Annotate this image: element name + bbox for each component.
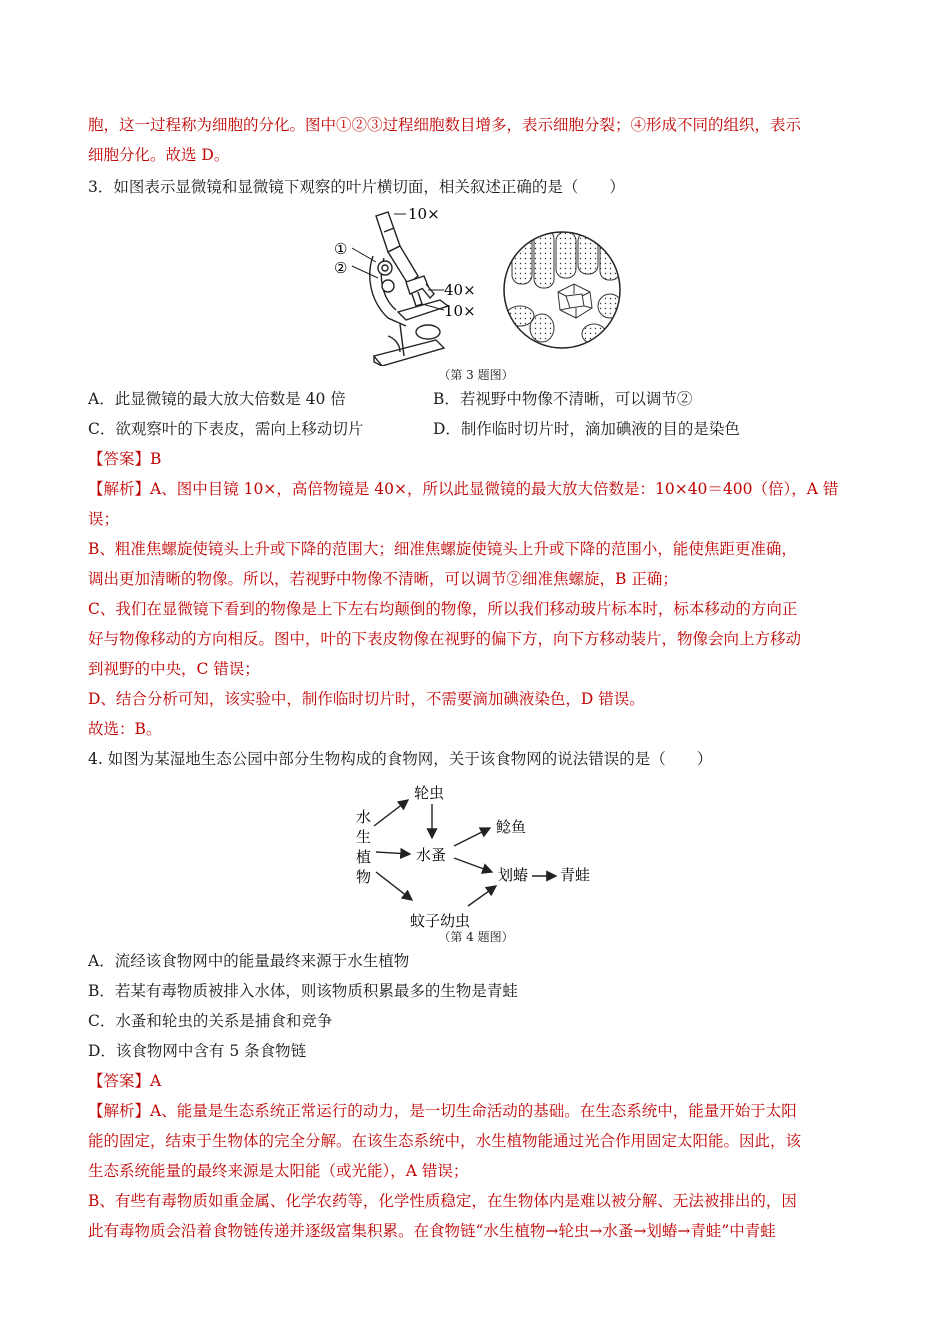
objective-low-label: 10× [444,302,476,320]
q3-option-c: C．欲观察叶的下表皮，需向上移动切片 [88,420,364,438]
q3-analysis-line-6: 好与物像移动的方向相反。图中，叶的下表皮物像在视野的偏下方，向下方移动装片，物像会向上方移动 [88,630,802,648]
q3-option-d: D．制作临时切片时，滴加碘液的目的是染色 [433,420,740,438]
q4-option-b: B．若某有毒物质被排入水体，则该物质积累最多的生物是青蛙 [88,982,518,1000]
document-page [88,110,864,1246]
q4-analysis-tag: 【解析】 [88,1102,151,1120]
q4-analysis-line-2: 能的固定，结束于生物体的完全分解。在该生态系统中，水生植物能通过光合作用固定太阳能。因此，该 [88,1132,802,1150]
q3-analysis-line-1 [88,474,864,504]
q4-analysis-line-3: 生态系统能量的最终来源是太阳能（或光能），A 错误； [88,1162,469,1180]
eyepiece-label: 10× [408,206,440,223]
q3-analysis-line-3: B、粗准焦螺旋使镜头上升或下降的范围大；细准焦螺旋使镜头上升或下降的范围小，能使焦距更准确， [88,540,797,558]
node-catfish: 鲶鱼 [496,818,527,836]
microscope-drawing [370,212,448,366]
q4-option-a: A．流经该食物网中的能量最终来源于水生植物 [88,952,410,970]
node-rotifer: 轮虫 [414,784,445,802]
objective-high-label: 40× [444,281,476,299]
node-mosquito-larva: 蚊子幼虫 [410,912,471,928]
node-water-flea: 水蚤 [416,846,447,864]
q4-answer: 【答案】A [88,1072,162,1090]
q3-analysis-line-2: 误； [88,510,120,528]
food-web-diagram [88,776,864,928]
q3-analysis-a1: A、图中目镜 10×，高倍物镜是 40×，所以此显微镜的最大放大倍数是：10×40＝400（倍），A 错 [150,480,839,498]
node-hua: 划蝽 [498,866,529,884]
q3-analysis-tag: 【解析】 [88,480,151,498]
q3-option-b: B．若视野中物像不清晰，可以调节② [433,390,693,408]
q3-analysis-line-4: 调出更加清晰的物像。所以，若视野中物像不清晰，可以调节②细准焦螺旋，B 正确； [88,570,678,588]
node-frog: 青蛙 [560,866,591,884]
q4-figure-caption: （第 4 题图） [438,930,514,944]
q3-analysis-line-8: D、结合分析可知，该实验中，制作临时切片时，不需要滴加碘液染色，D 错误。 [88,690,645,708]
microscope-leaf-figure [88,206,864,366]
q4-figure [88,776,864,928]
marker-2: ② [334,259,348,277]
q3-answer: 【答案】B [88,450,162,468]
food-web-arrows [374,800,556,906]
q4-analysis-line-5: 此有毒物质会沿着食物链传递并逐级富集积累。在食物链“水生植物→轮虫→水蚤→划蝽→青蛙”中青蛙 [88,1222,776,1240]
q3-analysis-line-5: C、我们在显微镜下看到的物像是上下左右均颠倒的物像，所以我们移动玻片标本时，标本移动的方向正 [88,600,798,618]
q4-analysis-line-4: B、有些有毒物质如重金属、化学农药等，化学性质稳定，在生物体内是难以被分解、无法被排出的，因 [88,1192,797,1210]
node-plant-2: 生 [356,828,372,846]
node-plant-3: 植 [356,848,372,866]
q4-stem: 4. 如图为某湿地生态公园中部分生物构成的食物网，关于该食物网的说法错误的是（ ） [88,750,713,768]
marker-1: ① [334,240,348,258]
q3-analysis-line-7: 到视野的中央，C 错误； [88,660,260,678]
prev-explanation-line-1: 胞，这一过程称为细胞的分化。图中①②③过程细胞数目增多，表示细胞分裂；④形成不同的组织，表示 [88,116,802,134]
q3-options-row-2 [88,414,864,444]
prev-explanation-line-2: 细胞分化。故选 D。 [88,146,230,164]
q4-analysis-line-1 [88,1096,864,1126]
node-plant-4: 物 [356,868,372,886]
q4-option-d: D．该食物网中含有 5 条食物链 [88,1042,307,1060]
q3-analysis-end: 故选：B。 [88,720,162,738]
leaf-cross-section-view [504,228,622,348]
q3-figure-caption: （第 3 题图） [438,368,514,382]
q3-options-row-1 [88,384,864,414]
q4-option-c: C．水蚤和轮虫的关系是捕食和竞争 [88,1012,333,1030]
q3-stem: 3．如图表示显微镜和显微镜下观察的叶片横切面，相关叙述正确的是（ ） [88,178,625,196]
q3-option-a: A．此显微镜的最大放大倍数是 40 倍 [88,390,346,408]
q4-analysis-a1: A、能量是生态系统正常运行的动力，是一切生命活动的基础。在生态系统中，能量开始于太阳 [150,1102,797,1120]
node-plant-1: 水 [356,808,372,826]
q3-figure [88,206,864,366]
